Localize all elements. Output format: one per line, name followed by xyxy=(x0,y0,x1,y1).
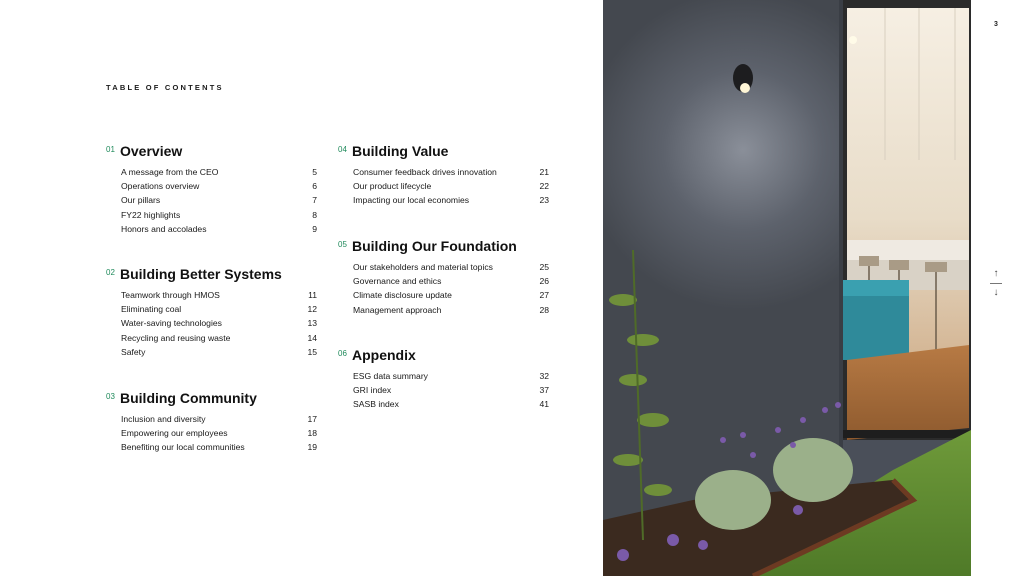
toc-item[interactable] xyxy=(353,303,549,317)
toc-item[interactable] xyxy=(121,440,317,454)
section-overview xyxy=(106,143,317,236)
page-number: 3 xyxy=(994,21,998,28)
toc-item[interactable] xyxy=(353,179,549,193)
toc-item-label: Consumer feedback drives innovation xyxy=(353,167,497,177)
toc-item-page: 11 xyxy=(308,290,317,300)
toc-item-page: 22 xyxy=(539,181,549,192)
toc-item[interactable] xyxy=(121,165,317,179)
toc-item-label: Teamwork through HMOS xyxy=(121,290,220,300)
toc-item-label: Empowering our employees xyxy=(121,428,228,439)
section-title[interactable]: Overview xyxy=(120,143,183,159)
arrow-down-icon[interactable]: ↓ xyxy=(993,287,999,298)
section-building-better-systems xyxy=(106,266,317,359)
toc-item-label: GRI index xyxy=(353,385,392,396)
toc-item[interactable] xyxy=(121,331,317,345)
toc-item-label: Inclusion and diversity xyxy=(121,414,206,424)
toc-item-page: 17 xyxy=(307,414,317,424)
section-building-value xyxy=(338,143,549,208)
toc-item-label: Honors and accolades xyxy=(121,223,207,234)
toc-item-page: 28 xyxy=(539,304,549,315)
toc-item-page: 37 xyxy=(539,385,549,396)
arrow-up-icon[interactable]: ↑ xyxy=(993,268,999,279)
toc-item[interactable] xyxy=(353,165,549,179)
toc-item-label: Operations overview xyxy=(121,181,200,192)
toc-item-label: Governance and ethics xyxy=(353,276,442,287)
toc-item-page: 18 xyxy=(307,428,317,439)
section-appendix xyxy=(338,347,549,412)
toc-item-label: ESG data summary xyxy=(353,371,428,381)
toc-item-page: 12 xyxy=(307,304,317,315)
section-number: 02 xyxy=(106,268,115,277)
toc-heading: TABLE OF CONTENTS xyxy=(106,83,224,92)
toc-item[interactable] xyxy=(353,369,549,383)
toc-item-label: Management approach xyxy=(353,304,442,315)
toc-item-page: 27 xyxy=(539,290,549,301)
toc-item-label: Our stakeholders and material topics xyxy=(353,262,493,272)
section-number: 05 xyxy=(338,240,347,249)
toc-item[interactable] xyxy=(353,260,549,274)
section-number: 04 xyxy=(338,145,347,154)
section-title[interactable]: Appendix xyxy=(352,347,416,363)
toc-item-page: 7 xyxy=(312,195,317,206)
toc-item-page: 14 xyxy=(307,332,317,343)
toc-item[interactable] xyxy=(353,193,549,207)
section-title[interactable]: Building Value xyxy=(352,143,449,159)
section-number: 03 xyxy=(106,392,115,401)
toc-item-page: 32 xyxy=(539,371,549,381)
toc-item-label: Climate disclosure update xyxy=(353,290,452,301)
section-building-our-foundation xyxy=(338,238,549,317)
nav-divider xyxy=(990,283,1002,284)
toc-item-label: A message from the CEO xyxy=(121,167,219,177)
toc-item-page: 41 xyxy=(539,399,549,410)
section-title[interactable]: Building Better Systems xyxy=(120,266,282,282)
photo-illustration xyxy=(603,0,971,576)
toc-item-label: Recycling and reusing waste xyxy=(121,332,231,343)
section-number: 06 xyxy=(338,349,347,358)
section-title[interactable]: Building Community xyxy=(120,390,257,406)
toc-item[interactable] xyxy=(121,222,317,236)
toc-item-page: 5 xyxy=(312,167,317,177)
toc-item-label: Our product lifecycle xyxy=(353,181,432,192)
toc-item[interactable] xyxy=(121,302,317,316)
toc-item-label: Safety xyxy=(121,346,146,357)
section-building-community xyxy=(106,390,317,455)
toc-item-label: FY22 highlights xyxy=(121,209,181,220)
toc-item-page: 23 xyxy=(539,195,549,206)
toc-item-page: 9 xyxy=(312,223,317,234)
toc-item-label: Water-saving technologies xyxy=(121,318,222,329)
toc-item[interactable] xyxy=(121,412,317,426)
toc-item-page: 15 xyxy=(307,346,317,357)
toc-item[interactable] xyxy=(121,179,317,193)
page-navigation xyxy=(986,268,1006,299)
section-title[interactable]: Building Our Foundation xyxy=(352,238,517,254)
toc-item[interactable] xyxy=(353,397,549,411)
toc-item-label: Our pillars xyxy=(121,195,161,206)
toc-item-label: Impacting our local economies xyxy=(353,195,470,206)
toc-item-page: 25 xyxy=(539,262,549,272)
section-number: 01 xyxy=(106,145,115,154)
toc-item-page: 6 xyxy=(312,181,317,192)
toc-item[interactable] xyxy=(121,316,317,330)
toc-item-label: Benefiting our local communities xyxy=(121,442,245,453)
toc-item[interactable] xyxy=(121,193,317,207)
toc-item[interactable] xyxy=(353,288,549,302)
house-exterior-photo xyxy=(603,0,971,576)
toc-item-page: 26 xyxy=(539,276,549,287)
toc-item-label: Eliminating coal xyxy=(121,304,182,315)
toc-item[interactable] xyxy=(353,383,549,397)
toc-item-label: SASB index xyxy=(353,399,399,410)
toc-item-page: 19 xyxy=(307,442,317,453)
toc-item[interactable] xyxy=(121,208,317,222)
toc-item-page: 13 xyxy=(307,318,317,329)
toc-item-page: 21 xyxy=(539,167,549,177)
toc-item[interactable] xyxy=(353,274,549,288)
toc-item[interactable] xyxy=(121,288,317,302)
toc-item-page: 8 xyxy=(312,209,317,220)
toc-item[interactable] xyxy=(121,426,317,440)
toc-item[interactable] xyxy=(121,345,317,359)
